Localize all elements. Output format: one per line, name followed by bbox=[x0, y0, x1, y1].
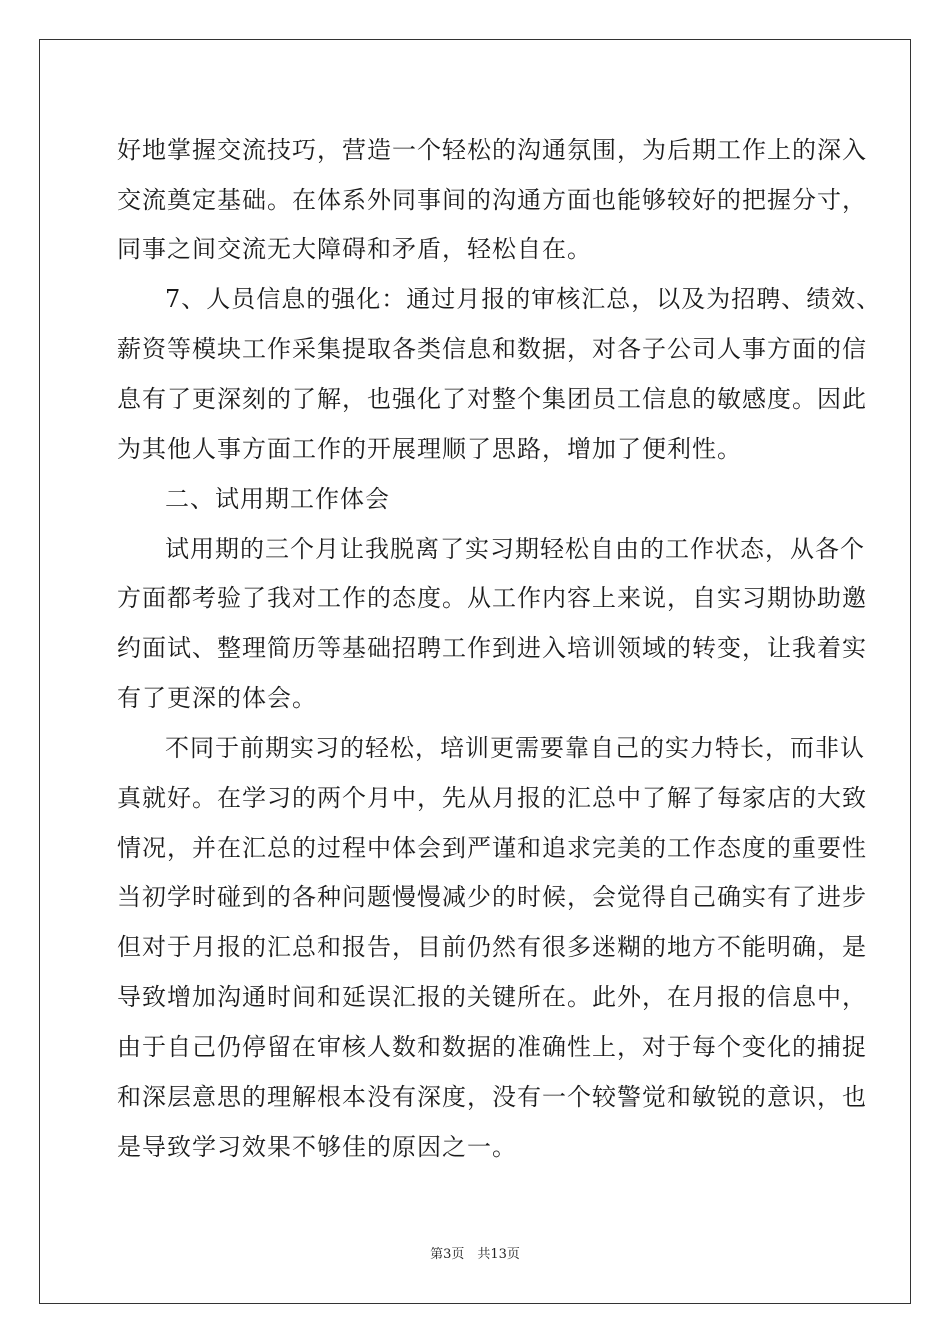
paragraph-start-line: 7、人员信息的强化：通过月报的审核汇总，以及为招聘、绩效、 bbox=[165, 285, 882, 313]
text-line: 好地掌握交流技巧，营造一个轻松的沟通氛围，为后期工作上的深入 bbox=[117, 136, 867, 164]
paragraph-start-line: 试用期的三个月让我脱离了实习期轻松自由的工作状态，从各个 bbox=[165, 535, 865, 563]
text-line: 有了更深的体会。 bbox=[117, 684, 317, 712]
text-line: 方面都考验了我对工作的态度。从工作内容上来说，自实习期协助邀 bbox=[117, 584, 867, 612]
text-line: 交流奠定基础。在体系外同事间的沟通方面也能够较好的把握分寸， bbox=[117, 186, 867, 214]
text-line: 当初学时碰到的各种问题慢慢减少的时候，会觉得自己确实有了进步 bbox=[117, 883, 867, 911]
text-line: 薪资等模块工作采集提取各类信息和数据，对各子公司人事方面的信 bbox=[117, 335, 867, 363]
page-number-footer: 第3页 共13页 bbox=[430, 1247, 520, 1262]
text-line: 情况，并在汇总的过程中体会到严谨和追求完美的工作态度的重要性 bbox=[117, 834, 867, 862]
text-line: 真就好。在学习的两个月中，先从月报的汇总中了解了每家店的大致 bbox=[117, 784, 867, 812]
text-line: 息有了更深刻的了解，也强化了对整个集团员工信息的敏感度。因此 bbox=[117, 385, 867, 413]
text-line: 约面试、整理简历等基础招聘工作到进入培训领域的转变，让我着实 bbox=[117, 634, 867, 662]
page-border bbox=[39, 39, 911, 1304]
section-heading: 二、试用期工作体会 bbox=[165, 485, 390, 513]
text-line: 由于自己仍停留在审核人数和数据的准确性上，对于每个变化的捕捉 bbox=[117, 1033, 867, 1061]
text-line: 是导致学习效果不够佳的原因之一。 bbox=[117, 1133, 517, 1161]
text-line: 但对于月报的汇总和报告，目前仍然有很多迷糊的地方不能明确，是 bbox=[117, 933, 867, 961]
text-line: 和深层意思的理解根本没有深度，没有一个较警觉和敏锐的意识，也 bbox=[117, 1083, 867, 1111]
text-line: 同事之间交流无大障碍和矛盾，轻松自在。 bbox=[117, 235, 592, 263]
text-line: 为其他人事方面工作的开展理顺了思路，增加了便利性。 bbox=[117, 435, 742, 463]
paragraph-start-line: 不同于前期实习的轻松，培训更需要靠自己的实力特长，而非认 bbox=[165, 734, 865, 762]
text-line: 导致增加沟通时间和延误汇报的关键所在。此外，在月报的信息中， bbox=[117, 983, 867, 1011]
